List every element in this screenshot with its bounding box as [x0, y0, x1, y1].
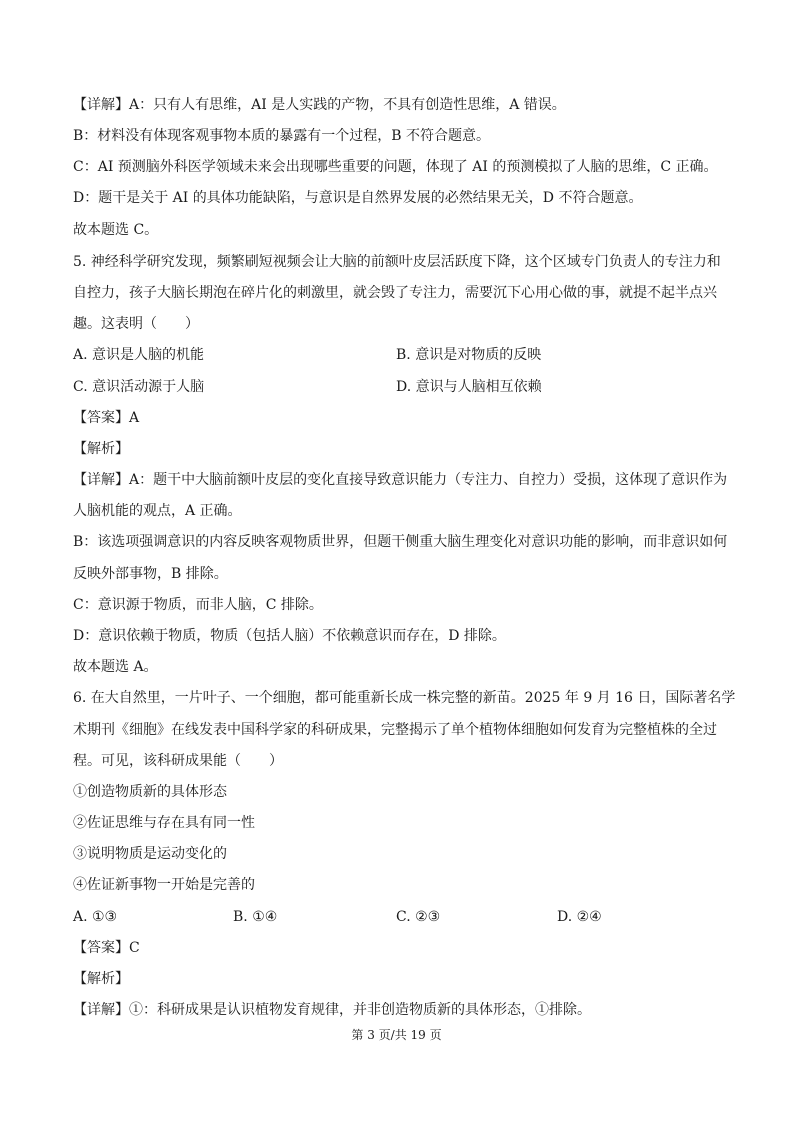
detail-line: 反映外部事物，B 排除。 — [73, 566, 228, 582]
conclusion-line: 故本题选 A。 — [73, 659, 158, 675]
question-6-stem: 6. 在大自然里，一片叶子、一个细胞，都可能重新长成一株完整的新苗。2025 年 9 月 16 日，国际著名学 — [73, 690, 736, 706]
question-5-answer: 【答案】A — [73, 410, 140, 426]
detail-line: D：意识依赖于物质，物质（包括人脑）不依赖意识而存在，D 排除。 — [73, 628, 506, 644]
question-5-analysis-heading: 【解析】 — [73, 441, 129, 457]
detail-line: B：该选项强调意识的内容反映客观物质世界，但题干侧重大脑生理变化对意识功能的影响，而非意识如何 — [73, 534, 728, 550]
question-5-stem: 5. 神经科学研究发现，频繁刷短视频会让大脑的前额叶皮层活跃度下降，这个区域专门负责人的专注力和 — [73, 254, 721, 270]
page-number: 第 3 页/共 19 页 — [351, 1028, 442, 1042]
question-6-option-a: A. ①③ — [73, 909, 118, 925]
question-6-statement-4: ④佐证新事物一开始是完善的 — [73, 877, 255, 893]
question-6-stem: 程。可见，该科研成果能（ ） — [73, 753, 283, 769]
detail-line: 【详解】①：科研成果是认识植物发育规律，并非创造物质新的具体形态，①排除。 — [73, 1002, 591, 1018]
question-6-stem: 术期刊《细胞》在线发表中国科学家的科研成果，完整揭示了单个植物体细胞如何发育为完整植株的全过 — [73, 722, 717, 738]
detail-line: C：意识源于物质，而非人脑，C 排除。 — [73, 597, 323, 613]
question-5-option-d: D. 意识与人脑相互依赖 — [396, 379, 542, 395]
question-5-option-c: C. 意识活动源于人脑 — [73, 379, 205, 395]
detail-line: C：AI 预测脑外科医学领域未来会出现哪些重要的问题，体现了 AI 的预测模拟了人脑的思维，C 正确。 — [73, 159, 718, 175]
question-6-statement-2: ②佐证思维与存在具有同一性 — [73, 815, 255, 831]
question-5-option-b: B. 意识是对物质的反映 — [396, 347, 542, 363]
detail-line: 【详解】A：只有人有思维，AI 是人实践的产物，不具有创造性思维，A 错误。 — [73, 97, 566, 113]
detail-line: D：题干是关于 AI 的具体功能缺陷，与意识是自然界发展的必然结果无关，D 不符合题意。 — [73, 190, 643, 206]
question-6-option-d: D. ②④ — [557, 909, 602, 925]
question-6-option-b: B. ①④ — [233, 909, 278, 925]
question-6-option-c: C. ②③ — [396, 909, 441, 925]
question-6-answer: 【答案】C — [73, 940, 140, 956]
question-5-stem: 自控力，孩子大脑长期泡在碎片化的刺激里，就会毁了专注力，需要沉下心用心做的事，就提不起半点兴 — [73, 285, 717, 301]
question-6-statement-1: ①创造物质新的具体形态 — [73, 784, 227, 800]
question-5-option-a: A. 意识是人脑的机能 — [73, 347, 205, 363]
question-6-analysis-heading: 【解析】 — [73, 971, 129, 987]
question-6-statement-3: ③说明物质是运动变化的 — [73, 846, 227, 862]
question-5-stem: 趣。这表明（ ） — [73, 316, 199, 332]
detail-line: B：材料没有体现客观事物本质的暴露有一个过程，B 不符合题意。 — [73, 128, 491, 144]
detail-line: 【详解】A：题干中大脑前额叶皮层的变化直接导致意识能力（专注力、自控力）受损，这体现了意识作为 — [73, 472, 728, 488]
detail-line: 人脑机能的观点，A 正确。 — [73, 503, 242, 519]
conclusion-line: 故本题选 C。 — [73, 222, 159, 238]
